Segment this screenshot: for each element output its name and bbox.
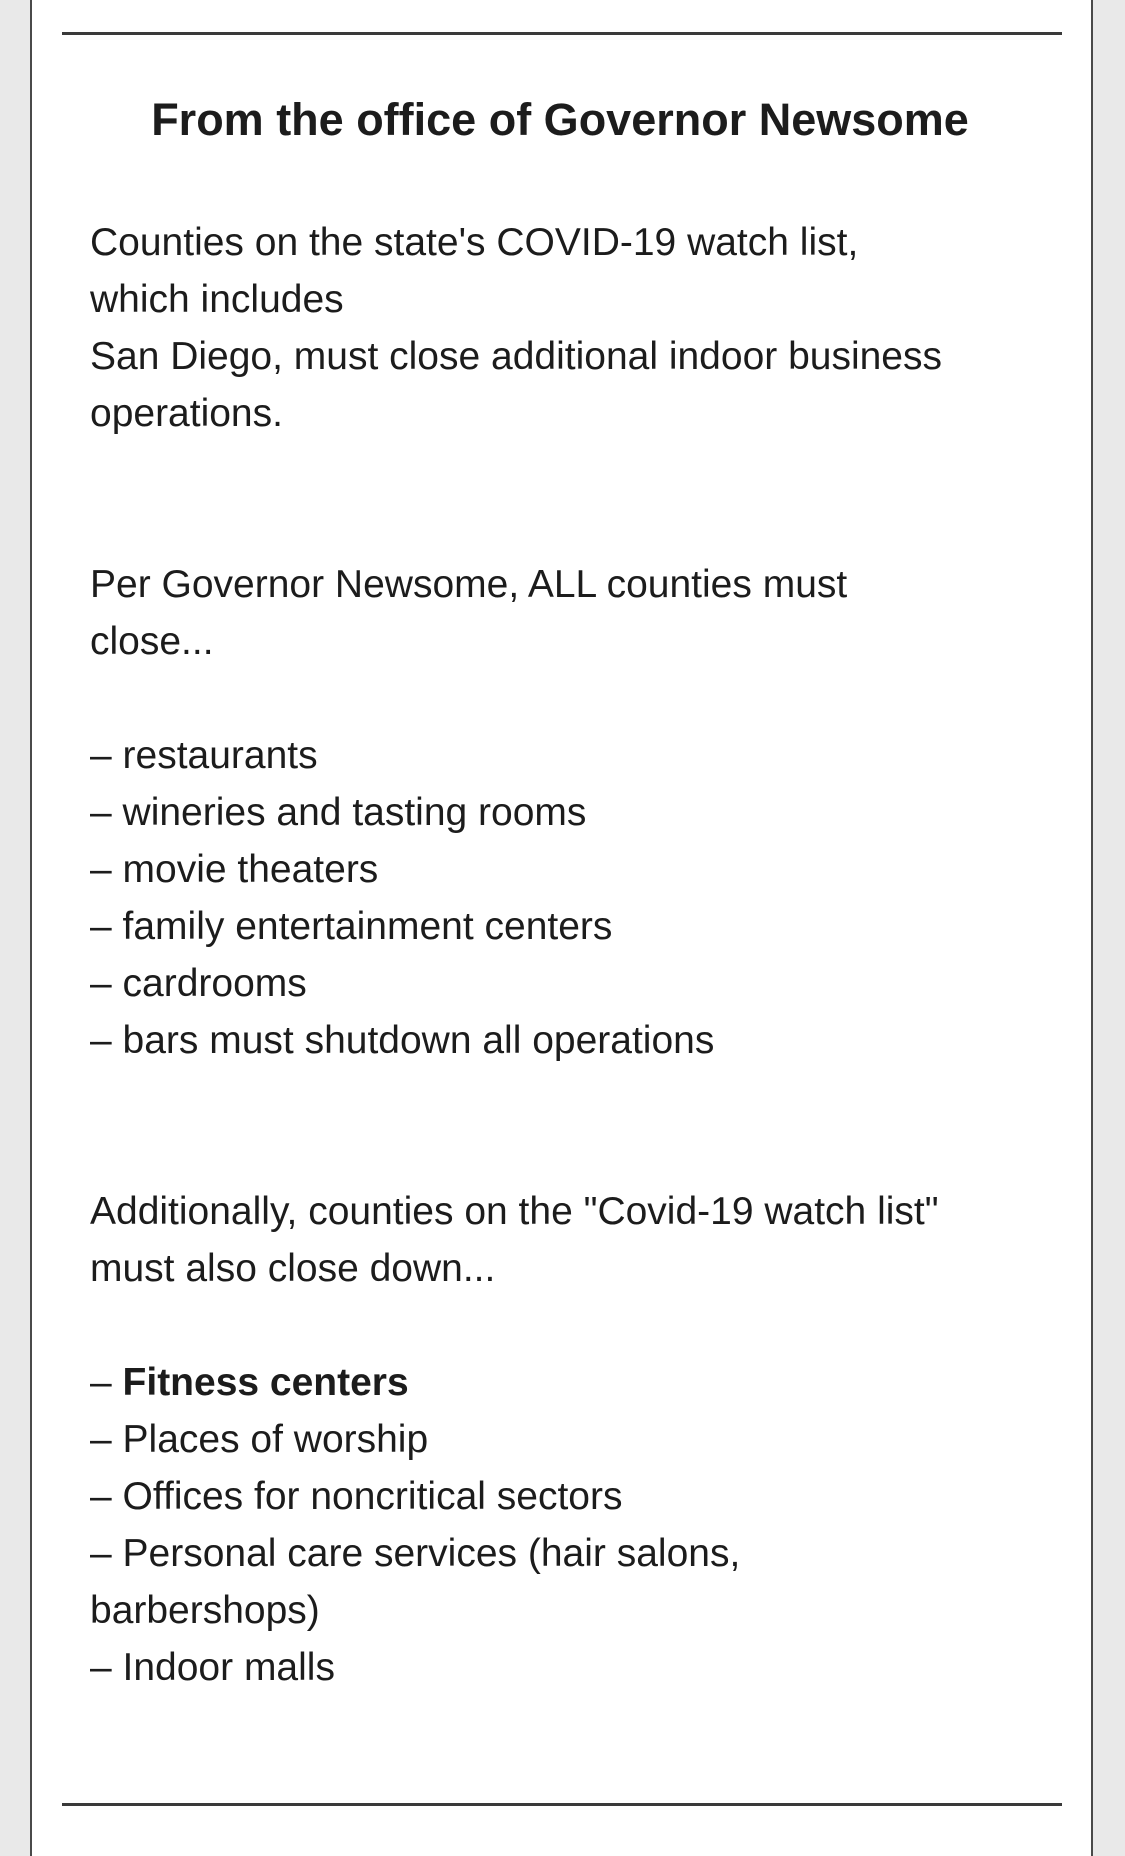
- list-item: – Personal care services (hair salons, barbershops): [90, 1532, 741, 1632]
- announcement-body: [90, 88, 1040, 1696]
- intro-line: operations.: [90, 392, 283, 435]
- intro-line: Counties on the state's COVID-19 watch list,: [90, 221, 859, 264]
- list-item: – movie theaters: [90, 848, 379, 891]
- bottom-divider: [62, 1803, 1062, 1806]
- list-item: – Indoor malls: [90, 1646, 335, 1689]
- list-item: [90, 1354, 890, 1411]
- list-dash: –: [90, 1361, 123, 1404]
- list-item: – family entertainment centers: [90, 905, 613, 948]
- list-item: – restaurants: [90, 734, 318, 777]
- list-item: – Offices for noncritical sectors: [90, 1475, 623, 1518]
- intro-line: San Diego, must close additional indoor business: [90, 335, 943, 378]
- list-item: – bars must shutdown all operations: [90, 1019, 715, 1062]
- fitness-centers-label: Fitness centers: [122, 1361, 409, 1404]
- intro-line: which includes: [90, 278, 344, 321]
- all-counties-lead: Per Governor Newsome, ALL counties must close...: [90, 563, 848, 663]
- top-divider: [62, 32, 1062, 35]
- watch-list-lead: Additionally, counties on the "Covid-19 watch list" must also close down...: [90, 1190, 939, 1290]
- intro-paragraph: [90, 214, 1040, 442]
- list-item: – cardrooms: [90, 962, 307, 1005]
- page-title: From the office of Governor Newsome: [151, 94, 969, 145]
- all-counties-list: [90, 727, 1040, 1069]
- watch-list-items: [90, 1354, 890, 1696]
- list-item: – Places of worship: [90, 1418, 429, 1461]
- list-item: – wineries and tasting rooms: [90, 791, 587, 834]
